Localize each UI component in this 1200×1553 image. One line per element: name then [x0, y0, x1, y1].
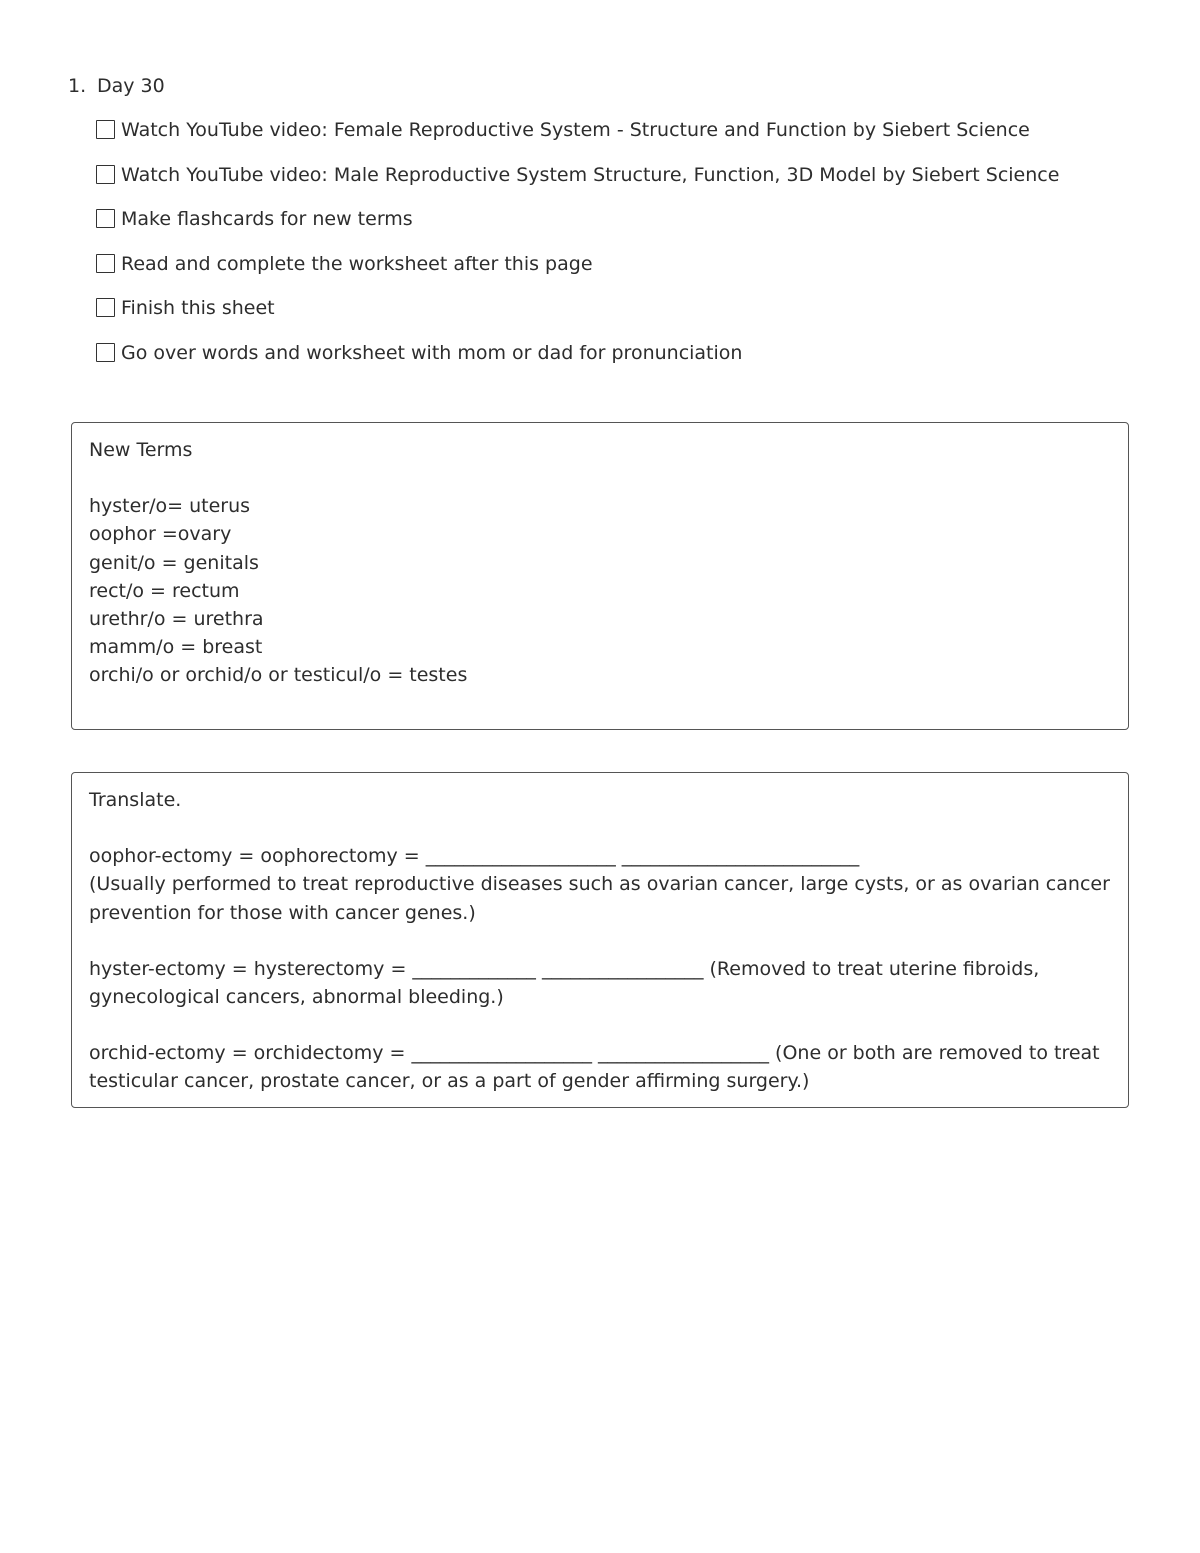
term-line: oophor =ovary	[89, 523, 232, 546]
task-checkbox[interactable]	[96, 209, 115, 228]
task-label: Read and complete the worksheet after this page	[121, 252, 593, 275]
task-checkbox[interactable]	[96, 343, 115, 362]
task-item-finish-sheet	[96, 295, 1059, 340]
translate-heading: Translate.	[89, 789, 182, 811]
task-checkbox[interactable]	[96, 254, 115, 273]
task-label: Watch YouTube video: Male Reproductive System Structure, Function, 3D Model by Siebert Science	[121, 163, 1060, 186]
task-label: Watch YouTube video: Female Reproductive System - Structure and Function by Siebert Science	[121, 119, 1030, 141]
term-line: rect/o = rectum	[89, 579, 240, 602]
spacer	[89, 927, 1111, 955]
term-line: urethr/o = urethra	[89, 608, 264, 631]
task-checkbox[interactable]	[96, 298, 115, 317]
term-line: hyster/o= uterus	[89, 495, 251, 518]
day-title: Day 30	[97, 75, 165, 97]
translate-item-orchidectomy: orchid-ectomy = orchidectomy = ___________________ __________________ (One or both are removed to treat testicular cancer, prostate cancer, or as a part of gender affirming surgery.)	[89, 1042, 1100, 1093]
spacer	[89, 1011, 1111, 1039]
task-item-female-video	[96, 117, 1059, 162]
spacer	[89, 464, 1111, 492]
new-terms-heading: New Terms	[89, 439, 193, 461]
task-checkbox[interactable]	[96, 165, 115, 184]
day-heading	[68, 73, 165, 99]
translate-item-hysterectomy: hyster-ectomy = hysterectomy = _____________ _________________ (Removed to treat uterine fibroids, gynecological cancers, abnormal bleeding.)	[89, 957, 1040, 1009]
task-checkbox[interactable]	[96, 120, 115, 139]
task-item-flashcards	[96, 206, 1059, 251]
new-terms-box	[71, 422, 1129, 730]
translate-note-oophorectomy: (Usually performed to treat reproductive diseases such as ovarian cancer, large cysts, or as ovarian cancer prevention for those with cancer genes.)	[89, 873, 1110, 924]
task-label: Make flashcards for new terms	[121, 208, 413, 231]
task-label: Go over words and worksheet with mom or dad for pronunciation	[121, 341, 743, 364]
translate-item-oophorectomy: oophor-ectomy = oophorectomy = ____________________ _________________________	[89, 845, 860, 868]
task-item-male-video	[96, 162, 1059, 207]
spacer	[89, 814, 1111, 842]
term-line: genit/o = genitals	[89, 551, 259, 574]
task-label: Finish this sheet	[121, 297, 275, 320]
translate-box	[71, 772, 1129, 1108]
list-number: 1.	[68, 75, 87, 97]
term-line: mamm/o = breast	[89, 636, 263, 659]
term-line: orchi/o or orchid/o or testicul/o = testes	[89, 664, 468, 687]
task-item-pronunciation	[96, 340, 1059, 385]
task-item-worksheet	[96, 251, 1059, 296]
task-checklist	[96, 117, 1059, 385]
